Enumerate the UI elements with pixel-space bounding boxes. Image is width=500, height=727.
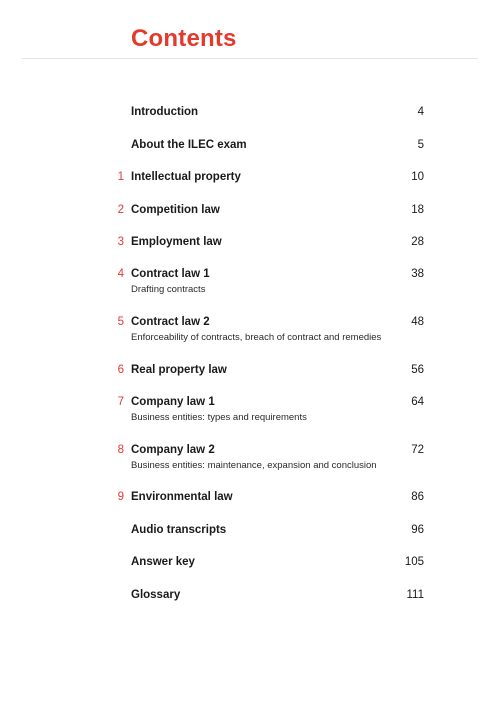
chapter-number: 4 [117,268,124,280]
page-number: 38 [411,268,424,280]
page-number: 111 [406,589,424,601]
chapter-title: Introduction [131,106,199,118]
chapter-number: 7 [117,396,124,408]
chapter-title: Employment law [131,236,222,248]
chapter-subtitle: Business entities: maintenance, expansion and conclusion [131,460,377,471]
chapter-number: 5 [117,316,124,328]
chapter-number: 3 [117,236,124,248]
page-number: 56 [411,364,424,376]
page-number: 5 [417,139,424,151]
page-number: 18 [411,204,424,216]
chapter-title: Contract law 1 [131,268,210,280]
page-number: 28 [411,236,424,248]
page-number: 48 [411,316,424,328]
chapter-number: 8 [117,444,124,456]
chapter-title: Glossary [131,589,181,601]
page-number: 4 [417,106,424,118]
chapter-number: 9 [117,491,124,503]
page-number: 96 [411,524,424,536]
page-number: 10 [411,171,424,183]
chapter-title: Company law 1 [131,396,215,408]
page-number: 64 [411,396,424,408]
page-number: 72 [411,444,424,456]
chapter-subtitle: Drafting contracts [131,284,206,295]
chapter-number: 2 [117,204,124,216]
chapter-title: About the ILEC exam [131,139,247,151]
chapter-number: 6 [117,364,124,376]
chapter-subtitle: Business entities: types and requirements [131,412,307,423]
chapter-title: Company law 2 [131,444,215,456]
chapter-title: Audio transcripts [131,524,227,536]
chapter-subtitle: Enforceability of contracts, breach of contract and remedies [131,332,382,343]
chapter-title: Intellectual property [131,171,241,183]
chapter-title: Competition law [131,204,220,216]
chapter-title: Real property law [131,364,227,376]
page-number: 86 [411,491,424,503]
chapter-title: Environmental law [131,491,233,503]
page-number: 105 [404,556,424,568]
chapter-title: Contract law 2 [131,316,210,328]
page-title: Contents [131,25,237,52]
chapter-title: Answer key [131,556,195,568]
title-divider [22,58,478,59]
chapter-number: 1 [117,171,124,183]
